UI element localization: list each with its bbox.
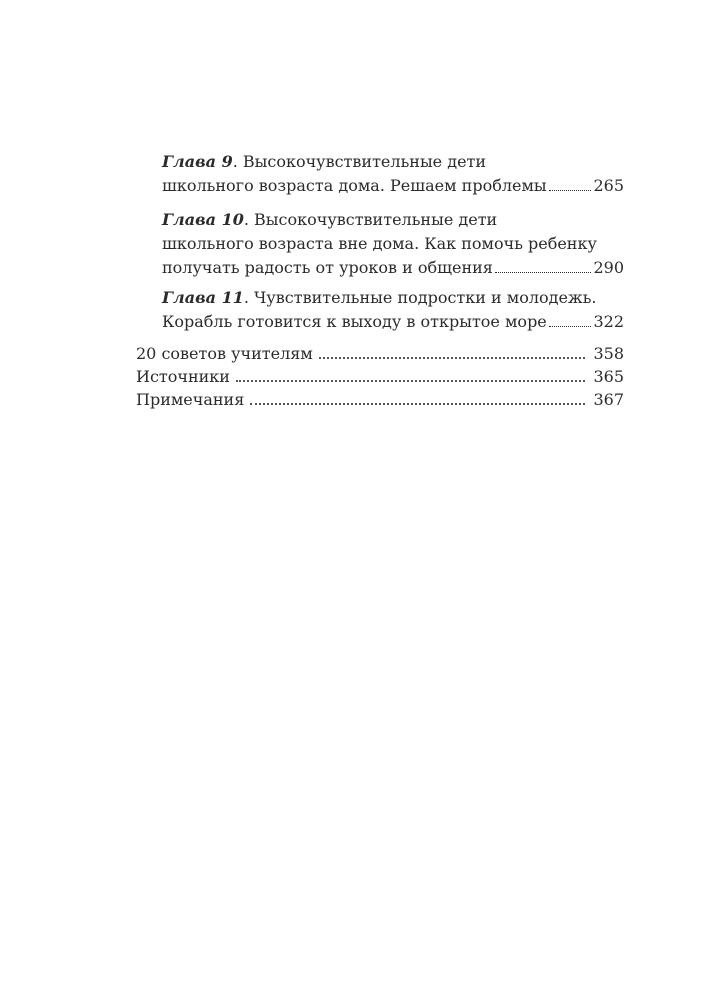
toc-entry-title-line <box>162 286 624 310</box>
dot-leader <box>495 272 592 273</box>
toc-entry-title-line <box>162 256 624 280</box>
toc-entry-title-line <box>162 232 624 256</box>
chapter-title-continued: школьного возраста вне дома. Как помочь ребенку <box>162 234 597 253</box>
chapter-label: Глава 9 <box>162 152 233 171</box>
page-number: 367 <box>593 390 624 409</box>
appendix-title: Примечания <box>136 390 245 409</box>
toc-entry-title-line <box>162 208 624 232</box>
toc-appendix-list <box>136 342 624 411</box>
dot-leader <box>549 326 592 327</box>
appendix-title: 20 советов учителям <box>136 344 313 363</box>
toc-entry-teacher-tips[interactable] <box>136 342 624 365</box>
toc-entry-sources[interactable] <box>136 365 624 388</box>
chapter-title: . Высокочувствительные дети <box>243 210 498 229</box>
chapter-label: Глава 11 <box>162 288 244 307</box>
page-number: 322 <box>593 312 624 331</box>
page-number: 290 <box>593 258 624 277</box>
page-number: 265 <box>593 176 624 195</box>
toc-entry-chapter-10[interactable] <box>162 208 624 280</box>
dot-leader <box>236 380 585 382</box>
chapter-title: . Высокочувствительные дети <box>232 152 487 171</box>
dot-leader <box>319 357 586 359</box>
page-number: 365 <box>593 367 624 386</box>
dot-leader <box>250 403 585 405</box>
toc-entry-title-line <box>162 310 624 334</box>
appendix-title: Источники <box>136 367 230 386</box>
dot-leader <box>549 190 592 191</box>
chapter-title-continued: получать радость от уроков и общения <box>162 258 493 277</box>
toc-entry-notes[interactable] <box>136 388 624 411</box>
chapter-title: . Чувствительные подростки и молодежь. <box>243 288 597 307</box>
toc-entry-chapter-11[interactable] <box>162 286 624 334</box>
page-number: 358 <box>593 344 624 363</box>
toc-entry-chapter-9[interactable] <box>162 150 624 198</box>
chapter-title-continued: Корабль готовится к выходу в открытое море <box>162 312 547 331</box>
chapter-title-continued: школьного возраста дома. Решаем проблемы <box>162 176 547 195</box>
chapter-label: Глава 10 <box>162 210 244 229</box>
toc-entry-title-line <box>162 174 624 198</box>
toc-entry-title-line <box>162 150 624 174</box>
